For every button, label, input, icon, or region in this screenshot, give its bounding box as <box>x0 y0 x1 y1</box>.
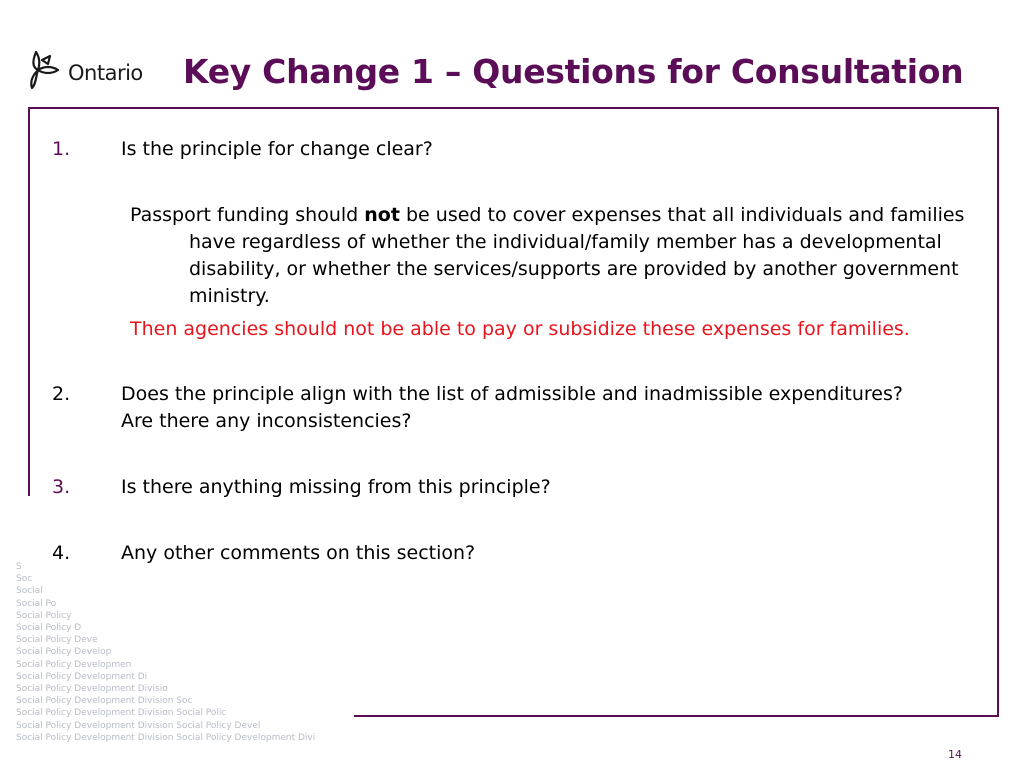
watermark-line: Social Po <box>16 598 57 609</box>
ontario-logo <box>28 46 148 94</box>
item-1-number: 1. <box>52 138 71 160</box>
watermark-line: S <box>16 562 22 572</box>
item-3-text: Is there anything missing from this principle? <box>121 476 551 498</box>
watermark-line: Social Policy Develop <box>16 647 112 658</box>
item-4-text: Any other comments on this section? <box>121 542 476 564</box>
watermark-line: Social Policy Developmen <box>16 659 132 670</box>
watermark-line: Social Policy Development Division Social Policy Development Divi <box>16 732 316 743</box>
watermark-line: Social Policy Development Division Social Policy Devel <box>16 720 261 731</box>
division-watermark <box>16 561 315 744</box>
watermark-line: Social Policy Deve <box>16 635 98 646</box>
principle-bold-word: not <box>364 204 400 226</box>
item-3-number: 3. <box>52 476 71 498</box>
trillium-icon <box>28 46 68 94</box>
red-note: Then agencies should not be able to pay or subsidize these expenses for families. <box>130 318 910 340</box>
watermark-line: Social Policy Development Di <box>16 671 148 682</box>
item-1-text: Is the principle for change clear? <box>121 138 433 160</box>
watermark-line: Social <box>16 586 43 597</box>
page-number: 14 <box>948 748 962 761</box>
principle-paragraph <box>130 202 1009 310</box>
slide-title: Key Change 1 – Questions for Consultation <box>183 52 964 91</box>
item-2-number: 2. <box>52 383 71 405</box>
principle-text-end: be used to cover expenses that all individuals and families have regardless of whether the individual/family member has a developmental disability, or whether the services/supports are provided by another government ministry. <box>189 204 965 307</box>
watermark-line: Social Policy Development Divisio <box>16 684 168 695</box>
logo-wordmark: Ontario <box>68 61 143 85</box>
watermark-line: Social Policy Development Division Social Polic <box>16 708 227 719</box>
watermark-line: Soc <box>16 574 33 585</box>
watermark-line: Social Policy <box>16 610 72 621</box>
watermark-line: Social Policy D <box>16 623 82 634</box>
item-2-text-line1: Does the principle align with the list of admissible and inadmissible expenditures? <box>121 383 903 405</box>
watermark-line: Social Policy Development Division Soc <box>16 696 193 707</box>
item-2-text-line2: Are there any inconsistencies? <box>121 410 412 432</box>
item-4-number: 4. <box>52 542 71 564</box>
principle-text-start: Passport funding should <box>130 204 365 226</box>
